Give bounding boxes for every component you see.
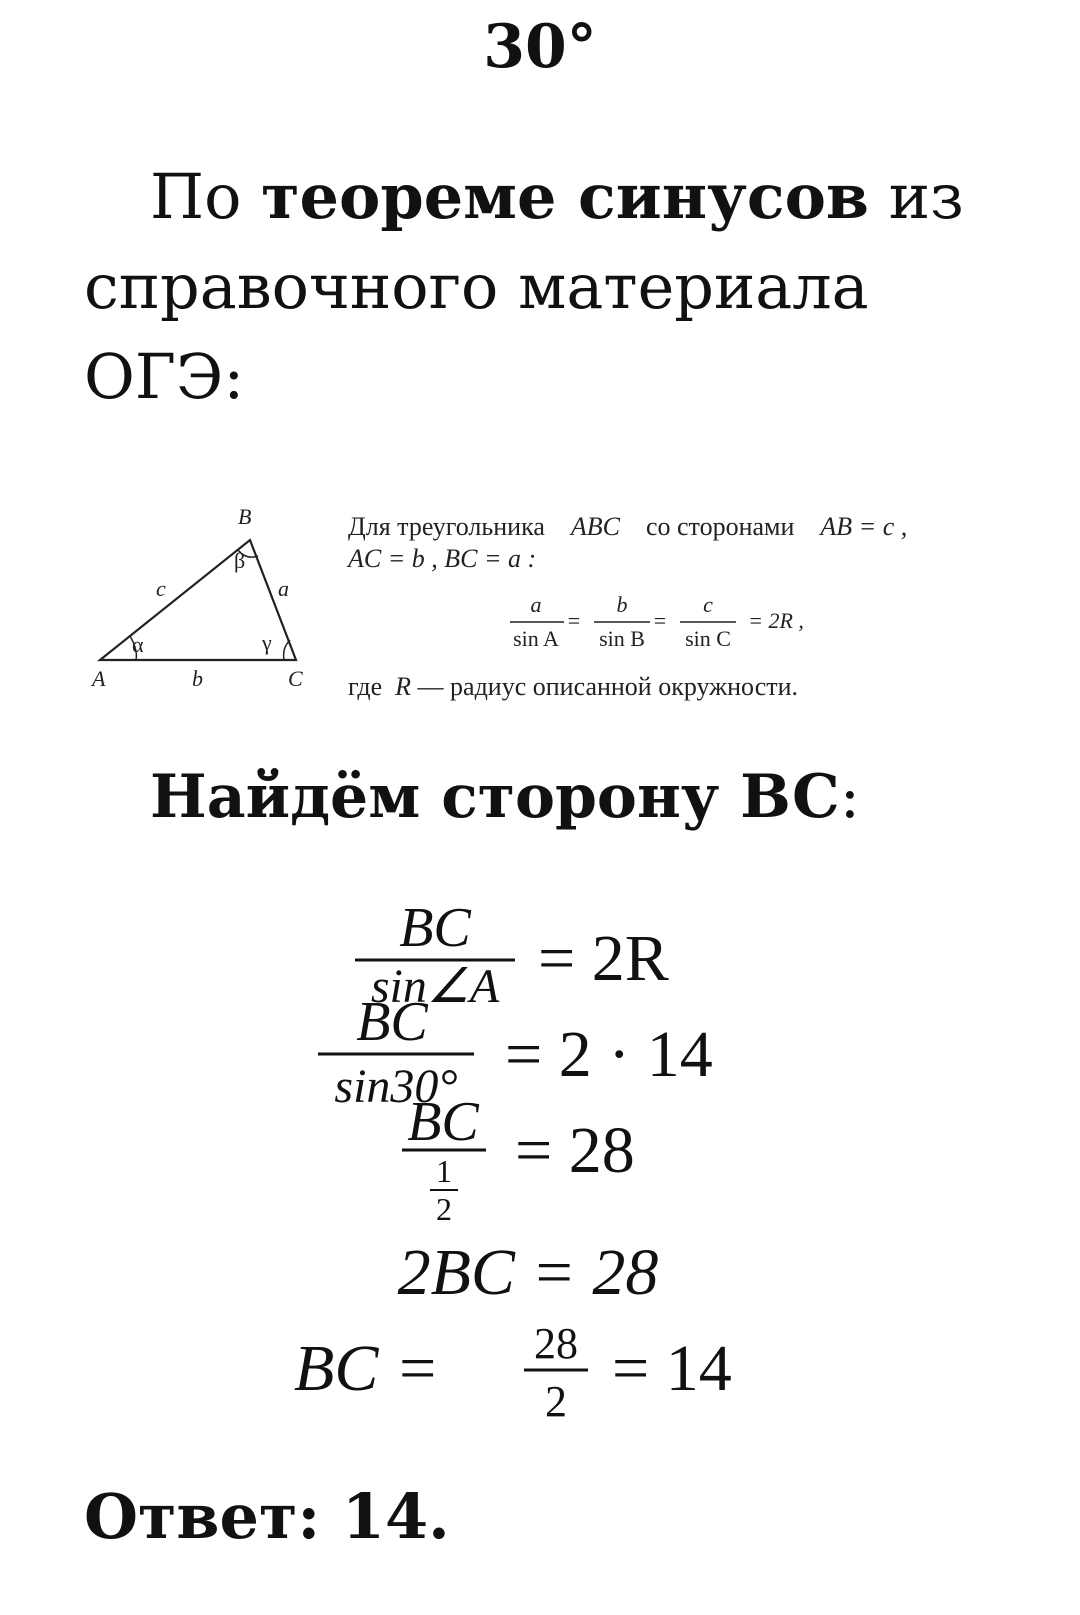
law-of-sines-formula bbox=[508, 590, 828, 660]
eq3-rhs: = 28 bbox=[515, 1114, 635, 1187]
intro-prefix: По bbox=[150, 160, 242, 233]
eq3-den-num: 1 bbox=[436, 1153, 452, 1189]
eq2-denominator: sin30° bbox=[334, 1060, 458, 1113]
ref-line1-ab: AB = c , bbox=[820, 512, 908, 541]
angle-alpha-label: α bbox=[132, 632, 144, 657]
eq2-rhs: = 2 · 14 bbox=[505, 1018, 713, 1091]
find-heading-text: Найдём сторону BC bbox=[150, 762, 840, 832]
eq5-lhs: BC = bbox=[294, 1332, 440, 1405]
ref-line2: AC = b , BC = a : bbox=[348, 544, 537, 573]
vertex-c-label: C bbox=[288, 666, 303, 691]
ref-line1-sides: со сторонами bbox=[645, 512, 795, 541]
equation-5 bbox=[294, 1319, 732, 1426]
angle-beta-label: β bbox=[234, 548, 246, 573]
equation-2 bbox=[318, 991, 713, 1113]
equation-4: 2BC = 28 bbox=[397, 1236, 659, 1309]
formula-eq1: = bbox=[567, 608, 581, 633]
ref-where-r: R bbox=[395, 672, 412, 701]
eq1-numerator: BC bbox=[399, 897, 471, 959]
formula-rhs: = 2R , bbox=[748, 608, 804, 633]
ref-where-prefix: где bbox=[348, 672, 383, 701]
side-c-label: c bbox=[156, 576, 166, 601]
vertex-a-label: A bbox=[92, 666, 106, 691]
intro-line2: справочного материала bbox=[84, 250, 869, 323]
ref-line1-text: Для треугольника bbox=[348, 512, 545, 541]
formula-den-b: sin B bbox=[599, 626, 645, 651]
eq5-rhs: = 14 bbox=[612, 1332, 732, 1405]
eq1-denominator: sin∠A bbox=[370, 960, 500, 1013]
answer-line: Ответ: 14. bbox=[84, 1480, 450, 1553]
equation-3 bbox=[402, 1091, 635, 1227]
ref-line1-abc: ABC bbox=[570, 512, 620, 541]
find-heading bbox=[150, 762, 860, 832]
vertex-b-label: B bbox=[238, 504, 252, 529]
side-a-label: a bbox=[278, 576, 289, 601]
ref-line1 bbox=[348, 512, 907, 542]
intro-bold-term: теореме синусов bbox=[261, 160, 870, 233]
formula-den-a: sin A bbox=[513, 626, 559, 651]
eq5-numerator: 28 bbox=[534, 1319, 578, 1368]
solution-equations bbox=[0, 880, 1080, 1460]
intro-suffix: из bbox=[888, 160, 964, 233]
formula-num-a: a bbox=[530, 592, 542, 617]
eq5-denominator: 2 bbox=[545, 1377, 567, 1426]
find-heading-colon: : bbox=[839, 762, 860, 832]
intro-line3: ОГЭ: bbox=[84, 340, 245, 413]
eq2-numerator: BC bbox=[356, 991, 428, 1053]
formula-num-b: b bbox=[616, 592, 628, 617]
intro-paragraph bbox=[84, 152, 1044, 422]
eq1-rhs: = 2R bbox=[538, 922, 669, 995]
angle-gamma-label: γ bbox=[262, 630, 272, 655]
angle-heading: 30° bbox=[483, 12, 597, 82]
formula-den-c: sin C bbox=[685, 626, 731, 651]
eq3-den-den: 2 bbox=[436, 1191, 452, 1227]
ref-where-line bbox=[348, 672, 798, 702]
formula-eq2: = bbox=[653, 608, 667, 633]
eq3-numerator: BC bbox=[407, 1091, 479, 1153]
side-b-label: b bbox=[192, 666, 203, 691]
ref-where-text: — радиус описанной окружности. bbox=[417, 672, 799, 701]
formula-num-c: c bbox=[703, 592, 713, 617]
